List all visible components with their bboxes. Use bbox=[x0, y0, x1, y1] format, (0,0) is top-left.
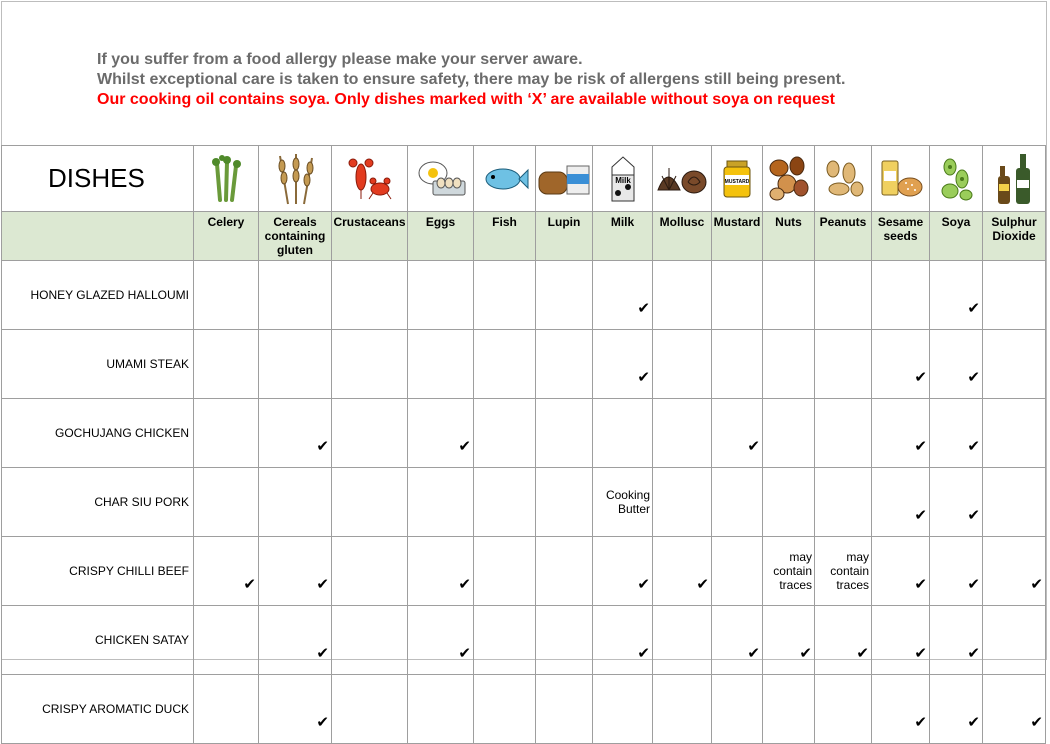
nuts-icon bbox=[763, 146, 815, 212]
allergen-cell-empty bbox=[712, 468, 763, 537]
allergen-check-mark: ✔ bbox=[930, 468, 983, 537]
dish-name: CRISPY AROMATIC DUCK bbox=[2, 675, 194, 744]
allergen-cell-empty bbox=[474, 468, 536, 537]
allergen-cell-empty bbox=[983, 261, 1046, 330]
allergen-cell-empty bbox=[259, 330, 332, 399]
allergen-note: Cooking Butter bbox=[593, 468, 653, 537]
celery-icon bbox=[194, 146, 259, 212]
allergen-cell-empty bbox=[712, 537, 763, 606]
allergen-check-mark: ✔ bbox=[194, 537, 259, 606]
icon-row bbox=[2, 146, 1046, 212]
allergen-cell-empty bbox=[474, 399, 536, 468]
allergy-notice bbox=[97, 50, 845, 110]
allergen-cell-empty bbox=[194, 468, 259, 537]
allergen-cell-empty bbox=[872, 261, 930, 330]
dish-row bbox=[2, 399, 1046, 468]
allergen-check-mark: ✔ bbox=[259, 675, 332, 744]
allergen-cell-empty bbox=[332, 468, 408, 537]
allergen-cell-empty bbox=[763, 675, 815, 744]
allergen-cell-empty bbox=[815, 468, 872, 537]
allergen-check-mark: ✔ bbox=[593, 330, 653, 399]
wine-beer-icon bbox=[983, 146, 1046, 212]
allergen-check-mark: ✔ bbox=[408, 399, 474, 468]
allergen-cell-empty bbox=[536, 675, 593, 744]
allergen-cell-empty bbox=[408, 468, 474, 537]
allergen-cell-empty bbox=[194, 675, 259, 744]
allergen-check-mark: ✔ bbox=[872, 330, 930, 399]
allergen-cell-empty bbox=[983, 468, 1046, 537]
allergen-check-mark: ✔ bbox=[983, 675, 1046, 744]
allergen-header: Fish bbox=[474, 212, 536, 261]
allergen-header: Crustaceans bbox=[332, 212, 408, 261]
allergen-cell-empty bbox=[536, 399, 593, 468]
allergen-cell-empty bbox=[712, 330, 763, 399]
allergen-cell-empty bbox=[194, 606, 259, 675]
allergen-header: Sesame seeds bbox=[872, 212, 930, 261]
dish-row bbox=[2, 330, 1046, 399]
peanuts-icon bbox=[815, 146, 872, 212]
allergen-cell-empty bbox=[653, 675, 712, 744]
dish-row bbox=[2, 261, 1046, 330]
svg-text:Milk: Milk bbox=[614, 175, 631, 185]
allergen-check-mark: ✔ bbox=[872, 468, 930, 537]
allergen-cell-empty bbox=[653, 330, 712, 399]
allergen-cell-empty bbox=[408, 675, 474, 744]
allergen-cell-empty bbox=[408, 261, 474, 330]
allergen-cell-empty bbox=[474, 606, 536, 675]
allergen-cell-empty bbox=[474, 675, 536, 744]
milk-icon bbox=[593, 146, 653, 212]
allergen-cell-empty bbox=[815, 675, 872, 744]
allergen-check-mark: ✔ bbox=[593, 606, 653, 675]
dish-name: UMAMI STEAK bbox=[2, 330, 194, 399]
allergen-check-mark: ✔ bbox=[872, 675, 930, 744]
allergen-check-mark: ✔ bbox=[259, 606, 332, 675]
allergen-cell-empty bbox=[536, 537, 593, 606]
allergen-check-mark: ✔ bbox=[930, 399, 983, 468]
fish-icon bbox=[474, 146, 536, 212]
allergen-header: Sulphur Dioxide bbox=[983, 212, 1046, 261]
allergen-header-row bbox=[2, 212, 1046, 261]
allergen-cell-empty bbox=[332, 399, 408, 468]
allergen-cell-empty bbox=[653, 606, 712, 675]
allergen-header: Peanuts bbox=[815, 212, 872, 261]
allergen-check-mark: ✔ bbox=[983, 537, 1046, 606]
allergen-check-mark: ✔ bbox=[593, 261, 653, 330]
allergen-cell-empty bbox=[653, 261, 712, 330]
allergen-check-mark: ✔ bbox=[259, 399, 332, 468]
allergen-cell-empty bbox=[815, 261, 872, 330]
allergen-header: Milk bbox=[593, 212, 653, 261]
dish-row bbox=[2, 675, 1046, 744]
allergen-check-mark: ✔ bbox=[930, 675, 983, 744]
allergen-cell-empty bbox=[653, 399, 712, 468]
eggs-icon bbox=[408, 146, 474, 212]
dish-row bbox=[2, 606, 1046, 675]
notice-soya-warning: Our cooking oil contains soya. Only dishes marked with ‘X’ are available without soya on request bbox=[97, 91, 835, 108]
allergen-note: may contain traces bbox=[763, 537, 815, 606]
lobster-crab-icon bbox=[332, 146, 408, 212]
allergen-check-mark: ✔ bbox=[712, 399, 763, 468]
allergen-cell-empty bbox=[536, 606, 593, 675]
svg-text:MUSTARD: MUSTARD bbox=[724, 178, 750, 185]
allergen-check-mark: ✔ bbox=[712, 606, 763, 675]
allergen-cell-empty bbox=[983, 399, 1046, 468]
notice-line-1: If you suffer from a food allergy please make your server aware. bbox=[97, 51, 583, 68]
shell-icon bbox=[653, 146, 712, 212]
allergen-check-mark: ✔ bbox=[930, 330, 983, 399]
allergen-cell-empty bbox=[332, 330, 408, 399]
allergen-check-mark: ✔ bbox=[408, 537, 474, 606]
allergen-check-mark: ✔ bbox=[872, 399, 930, 468]
allergen-check-mark: ✔ bbox=[653, 537, 712, 606]
allergen-cell-empty bbox=[194, 261, 259, 330]
allergen-check-mark: ✔ bbox=[930, 537, 983, 606]
soya-icon bbox=[930, 146, 983, 212]
allergen-cell-empty bbox=[536, 468, 593, 537]
allergen-cell-empty bbox=[332, 675, 408, 744]
dish-name: CHAR SIU PORK bbox=[2, 468, 194, 537]
dish-row bbox=[2, 468, 1046, 537]
allergen-table bbox=[1, 145, 1046, 744]
allergen-cell-empty bbox=[474, 537, 536, 606]
allergen-check-mark: ✔ bbox=[930, 261, 983, 330]
allergen-check-mark: ✔ bbox=[408, 606, 474, 675]
allergen-cell-empty bbox=[983, 330, 1046, 399]
sesame-icon bbox=[872, 146, 930, 212]
allergen-header: Nuts bbox=[763, 212, 815, 261]
allergen-cell-empty bbox=[194, 330, 259, 399]
allergen-cell-empty bbox=[536, 261, 593, 330]
allergen-cell-empty bbox=[408, 330, 474, 399]
dish-name: CRISPY CHILLI BEEF bbox=[2, 537, 194, 606]
allergen-cell-empty bbox=[593, 675, 653, 744]
allergen-cell-empty bbox=[593, 399, 653, 468]
allergen-cell-empty bbox=[763, 330, 815, 399]
allergen-note: may contain traces bbox=[815, 537, 872, 606]
allergen-cell-empty bbox=[332, 261, 408, 330]
allergen-cell-empty bbox=[815, 330, 872, 399]
allergen-check-mark: ✔ bbox=[872, 537, 930, 606]
dishes-title: DISHES bbox=[2, 146, 194, 212]
allergen-cell-empty bbox=[763, 468, 815, 537]
header-blank-cell bbox=[2, 212, 194, 261]
dish-row bbox=[2, 537, 1046, 606]
allergen-cell-empty bbox=[763, 261, 815, 330]
allergen-cell-empty bbox=[983, 606, 1046, 675]
allergen-header: Mollusc bbox=[653, 212, 712, 261]
wheat-icon bbox=[259, 146, 332, 212]
dish-name: HONEY GLAZED HALLOUMI bbox=[2, 261, 194, 330]
allergen-header: Lupin bbox=[536, 212, 593, 261]
allergen-header: Mustard bbox=[712, 212, 763, 261]
allergen-cell-empty bbox=[474, 330, 536, 399]
allergen-check-mark: ✔ bbox=[593, 537, 653, 606]
allergen-cell-empty bbox=[332, 537, 408, 606]
notice-line-2: Whilst exceptional care is taken to ensure safety, there may be risk of allergens still being present. bbox=[97, 71, 846, 88]
allergen-check-mark: ✔ bbox=[872, 606, 930, 675]
dish-name: GOCHUJANG CHICKEN bbox=[2, 399, 194, 468]
mustard-jar-icon bbox=[712, 146, 763, 212]
allergen-cell-empty bbox=[536, 330, 593, 399]
allergen-header: Eggs bbox=[408, 212, 474, 261]
allergen-check-mark: ✔ bbox=[930, 606, 983, 675]
allergen-cell-empty bbox=[653, 468, 712, 537]
allergen-header: Cereals containing gluten bbox=[259, 212, 332, 261]
allergen-cell-empty bbox=[259, 261, 332, 330]
allergen-cell-empty bbox=[763, 399, 815, 468]
allergen-cell-empty bbox=[712, 675, 763, 744]
allergen-cell-empty bbox=[332, 606, 408, 675]
allergen-cell-empty bbox=[259, 468, 332, 537]
allergen-check-mark: ✔ bbox=[259, 537, 332, 606]
allergen-cell-empty bbox=[194, 399, 259, 468]
dish-name: CHICKEN SATAY bbox=[2, 606, 194, 675]
lupin-flour-icon bbox=[536, 146, 593, 212]
allergen-check-mark: ✔ bbox=[763, 606, 815, 675]
allergen-cell-empty bbox=[815, 399, 872, 468]
allergen-check-mark: ✔ bbox=[815, 606, 872, 675]
allergen-header: Celery bbox=[194, 212, 259, 261]
allergen-cell-empty bbox=[474, 261, 536, 330]
allergen-cell-empty bbox=[712, 261, 763, 330]
allergen-header: Soya bbox=[930, 212, 983, 261]
